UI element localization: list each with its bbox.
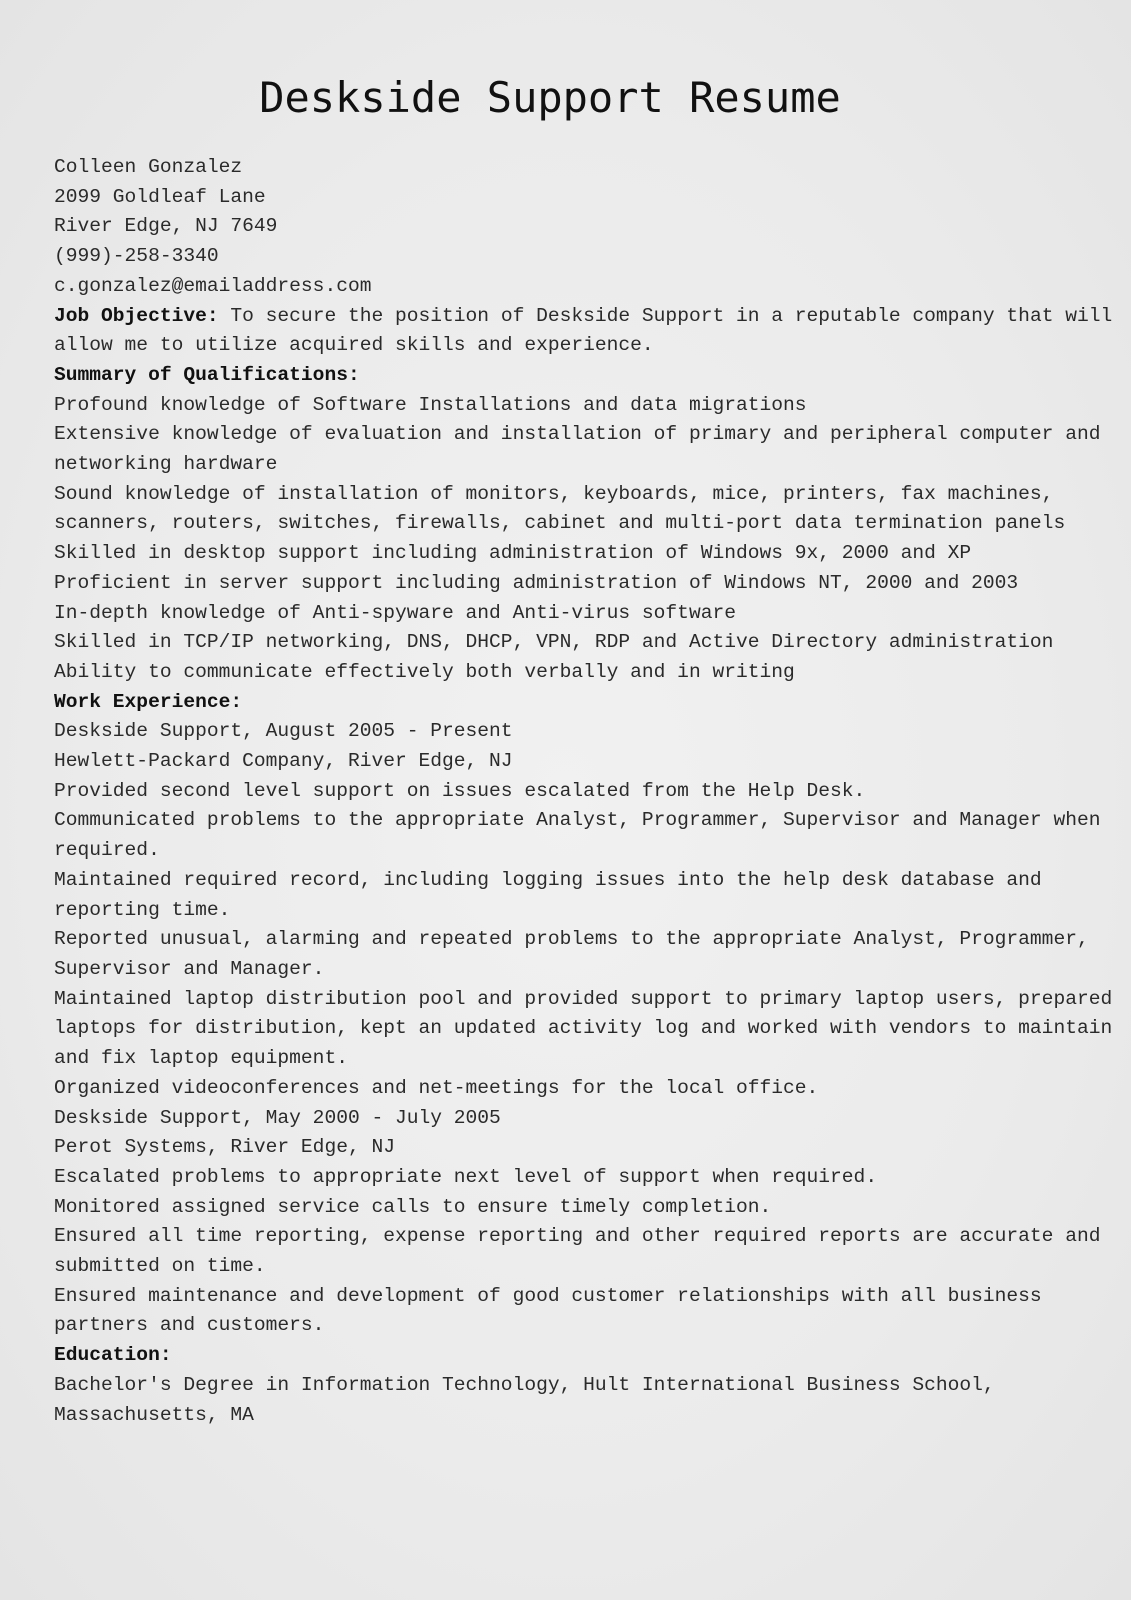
qualification-line: Extensive knowledge of evaluation and installation of primary and peripheral computer and — [54, 423, 1101, 446]
qualification-line: Profound knowledge of Software Installations and data migrations — [54, 393, 807, 416]
experience-line: Escalated problems to appropriate next level of support when required. — [54, 1165, 878, 1188]
objective-text-2: allow me to utilize acquired skills and experience. — [54, 334, 654, 357]
education-heading: Education: — [54, 1344, 172, 1367]
contact-name: Colleen Gonzalez — [54, 156, 243, 178]
education-line: Bachelor's Degree in Information Technology, Hult International Business School, — [54, 1373, 995, 1396]
contact-phone: (999)-258-3340 — [54, 245, 219, 268]
objective-heading: Job Objective: — [54, 304, 219, 327]
contact-street: 2099 Goldleaf Lane — [54, 185, 266, 208]
experience-line: Organized videoconferences and net-meetings for the local office. — [54, 1076, 819, 1099]
experience-line: partners and customers. — [54, 1314, 325, 1337]
experience-line: Reported unusual, alarming and repeated problems to the appropriate Analyst, Programmer, — [54, 928, 1089, 951]
experience-line: Monitored assigned service calls to ensure timely completion. — [54, 1195, 772, 1218]
contact-email: c.gonzalez@emailaddress.com — [54, 274, 372, 297]
experience-line: Maintained laptop distribution pool and provided support to primary laptop users, prepared — [54, 987, 1113, 1010]
experience-line: reporting time. — [54, 898, 231, 921]
experience-line: Deskside Support, May 2000 - July 2005 — [54, 1106, 501, 1129]
experience-line: Hewlett-Packard Company, River Edge, NJ — [54, 750, 513, 773]
experience-line: Maintained required record, including logging issues into the help desk database and — [54, 868, 1042, 891]
contact-city: River Edge, NJ 7649 — [54, 215, 278, 238]
experience-line: Ensured maintenance and development of good customer relationships with all business — [54, 1284, 1042, 1307]
qualification-line: Skilled in TCP/IP networking, DNS, DHCP, VPN, RDP and Active Directory administration — [54, 631, 1054, 654]
qualification-line: scanners, routers, switches, firewalls, cabinet and multi-port data termination panels — [54, 512, 1066, 535]
objective-text-1: To secure the position of Deskside Support in a reputable company that will — [218, 304, 1113, 327]
experience-line: Supervisor and Manager. — [54, 957, 325, 980]
resume-body — [54, 153, 1113, 1430]
experience-line: Deskside Support, August 2005 - Present — [54, 720, 513, 743]
experience-line: and fix laptop equipment. — [54, 1047, 348, 1070]
qualification-line: networking hardware — [54, 453, 278, 476]
qualification-line: Sound knowledge of installation of monitors, keyboards, mice, printers, fax machines, — [54, 482, 1054, 505]
experience-line: Provided second level support on issues escalated from the Help Desk. — [54, 779, 866, 802]
experience-heading: Work Experience: — [54, 690, 243, 713]
qualification-line: Ability to communicate effectively both verbally and in writing — [54, 660, 795, 683]
experience-line: submitted on time. — [54, 1255, 266, 1278]
experience-line: Ensured all time reporting, expense reporting and other required reports are accurate and — [54, 1225, 1101, 1248]
qualifications-heading: Summary of Qualifications: — [54, 363, 360, 386]
experience-line: Perot Systems, River Edge, NJ — [54, 1136, 395, 1159]
education-line: Massachusetts, MA — [54, 1403, 254, 1426]
qualification-line: In-depth knowledge of Anti-spyware and Anti-virus software — [54, 601, 736, 624]
experience-line: Communicated problems to the appropriate Analyst, Programmer, Supervisor and Manager when — [54, 809, 1101, 832]
resume-title: Deskside Support Resume — [259, 73, 841, 122]
experience-line: required. — [54, 839, 160, 862]
qualification-line: Skilled in desktop support including administration of Windows 9x, 2000 and XP — [54, 542, 972, 565]
qualification-line: Proficient in server support including administration of Windows NT, 2000 and 2003 — [54, 571, 1019, 594]
experience-line: laptops for distribution, kept an updated activity log and worked with vendors to maintain — [54, 1017, 1113, 1040]
objective-line — [54, 302, 1113, 332]
